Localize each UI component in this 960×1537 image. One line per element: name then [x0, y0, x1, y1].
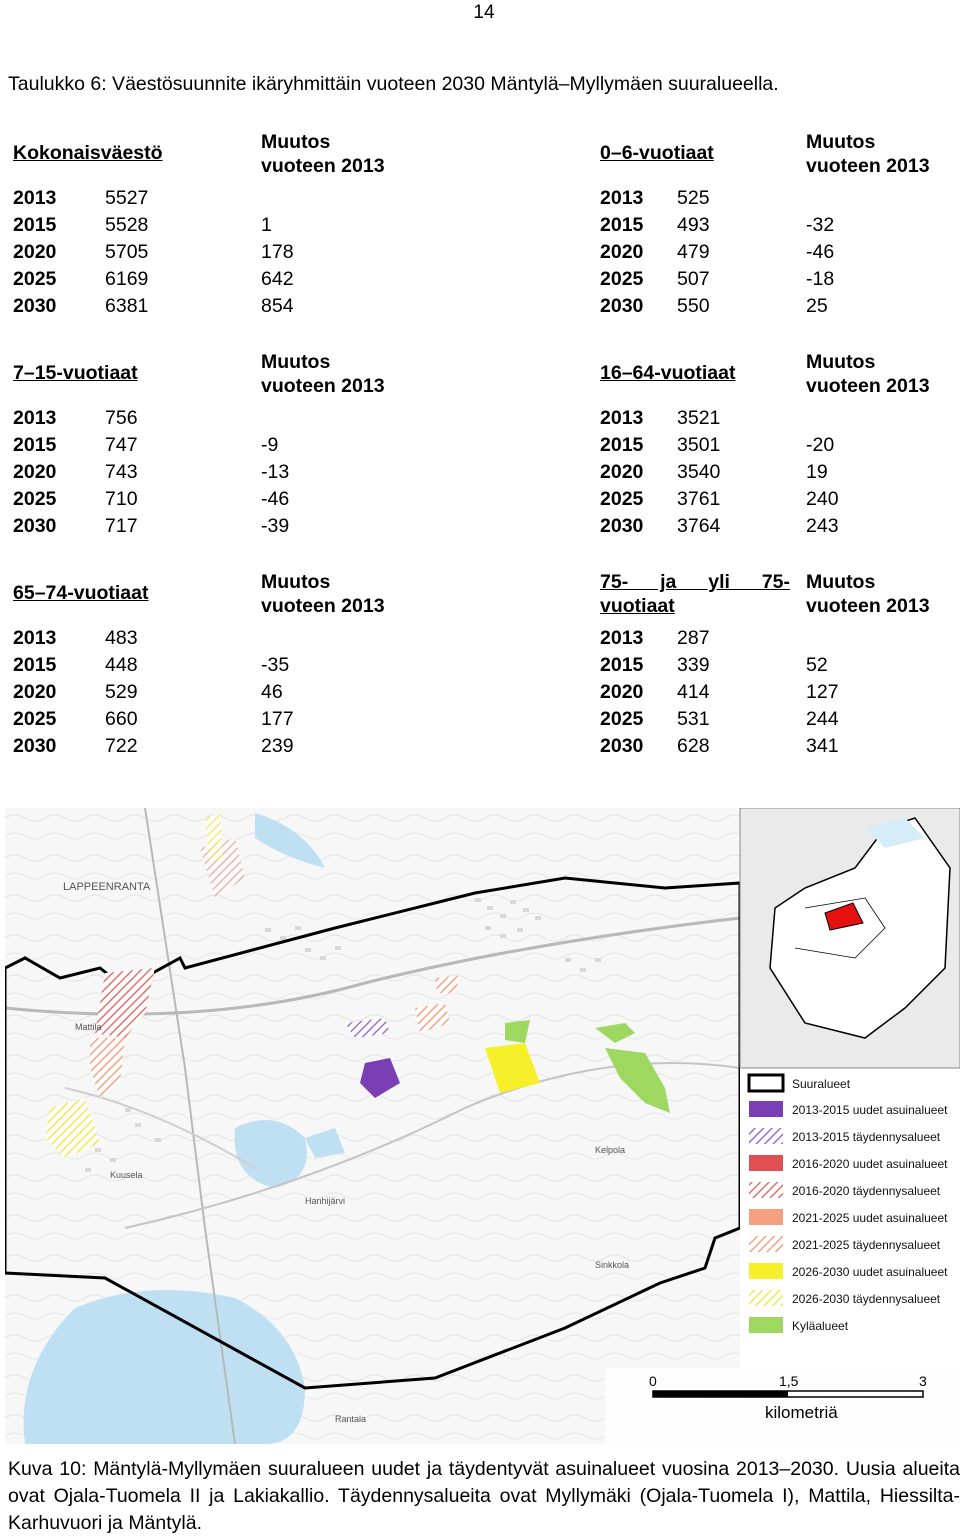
scale-tick-0: 0	[649, 1373, 657, 1389]
legend-label: 2026-2030 uudet asuinalueet	[792, 1265, 948, 1279]
map-svg	[5, 808, 960, 1444]
table-row: 2015 339 52	[600, 654, 828, 676]
legend-label: 2021-2025 täydennysalueet	[792, 1238, 941, 1252]
table-caption: Taulukko 6: Väestösuunnite ikäryhmittäin vuoteen 2030 Mäntylä–Myllymäen suuralueella.	[8, 73, 779, 95]
table-row: 2025 710 -46	[13, 488, 290, 510]
legend-swatch	[749, 1290, 783, 1306]
change-header: Muutos vuoteen 2013	[261, 131, 385, 177]
table-row: 2025 531 244	[600, 708, 839, 730]
page-number: 14	[473, 2, 495, 23]
legend-swatch	[749, 1263, 783, 1279]
figure-caption: Kuva 10: Mäntylä-Myllymäen suuralueen uudet ja täydentyvät asuinalueet vuosina 2013–2030. Uusia alueita ovat Ojala-Tuomela II ja Lakiakallio. Täydennysalueita ovat Myllymäki (Ojala-Tuomela I), Mattila, Hiessilta-Karhuvuori ja Mäntylä.	[8, 1458, 960, 1534]
table-row: 2020 3540 19	[600, 461, 828, 483]
table-row: 2025 507 -18	[600, 268, 835, 290]
legend-swatch	[749, 1155, 783, 1171]
table-row: 2013 287	[600, 627, 710, 649]
legend-swatch	[749, 1182, 783, 1198]
table-row: 2013 483	[13, 627, 138, 649]
table-row: 2015 493 -32	[600, 214, 835, 236]
legend-swatch	[749, 1209, 783, 1225]
table-row: 2020 414 127	[600, 681, 839, 703]
change-header: Muutos vuoteen 2013	[806, 351, 930, 397]
legend-label: 2016-2020 täydennysalueet	[792, 1184, 941, 1198]
legend-label: Kyläalueet	[792, 1319, 849, 1333]
table-row: 2015 747 -9	[13, 434, 279, 456]
table-title: 0–6-vuotiaat	[600, 142, 714, 164]
legend-label: 2016-2020 uudet asuinalueet	[792, 1157, 948, 1171]
table-row: 2020 529 46	[13, 681, 283, 703]
table-row: 2025 660 177	[13, 708, 294, 730]
legend-swatch-suuralueet	[749, 1075, 783, 1091]
change-header: Muutos vuoteen 2013	[261, 351, 385, 397]
table-row: 2013 525	[600, 187, 710, 209]
table-title: 65–74-vuotiaat	[13, 582, 149, 604]
area-map	[5, 808, 960, 1444]
table-row: 2015 5528 1	[13, 214, 272, 236]
table-row: 2030 717 -39	[13, 515, 290, 537]
table-row: 2013 3521	[600, 407, 721, 429]
label-mattila: Mattila	[75, 1022, 102, 1032]
legend-swatch	[749, 1128, 783, 1144]
table-title: 7–15-vuotiaat	[13, 362, 138, 384]
legend-label: 2013-2015 uudet asuinalueet	[792, 1103, 948, 1117]
scale-bar	[605, 1368, 960, 1444]
table-row: 2020 479 -46	[600, 241, 835, 263]
label-hanhijarvi: Hanhijärvi	[305, 1196, 346, 1206]
map-legend	[745, 1070, 960, 1368]
label-kelpola: Kelpola	[595, 1145, 626, 1155]
table-title: 75- ja yli 75- vuotiaat	[600, 571, 790, 617]
scale-tick-1: 1,5	[779, 1373, 799, 1389]
legend-swatch	[749, 1317, 783, 1333]
legend-label: 2013-2015 täydennysalueet	[792, 1130, 941, 1144]
change-header: Muutos vuoteen 2013	[806, 131, 930, 177]
label-lappeenranta: LAPPEENRANTA	[63, 881, 151, 893]
table-row: 2013 756	[13, 407, 138, 429]
table-row: 2013 5527	[13, 187, 149, 209]
table-row: 2030 550 25	[600, 295, 828, 317]
label-kuusela: Kuusela	[110, 1170, 143, 1180]
table-row: 2020 5705 178	[13, 241, 294, 263]
scale-unit: kilometriä	[765, 1403, 838, 1422]
legend-label: 2021-2025 uudet asuinalueet	[792, 1211, 948, 1225]
change-header: Muutos vuoteen 2013	[261, 571, 385, 617]
label-rantala: Rantala	[335, 1414, 367, 1424]
legend-label: 2026-2030 täydennysalueet	[792, 1292, 941, 1306]
table-row: 2030 628 341	[600, 735, 839, 757]
table-row: 2030 6381 854	[13, 295, 294, 317]
legend-swatch	[749, 1101, 783, 1117]
table-row: 2015 3501 -20	[600, 434, 835, 456]
table-row: 2025 6169 642	[13, 268, 294, 290]
legend-swatch	[749, 1236, 783, 1252]
table-title: 16–64-vuotiaat	[600, 362, 736, 384]
table-title: Kokonaisväestö	[13, 142, 163, 164]
table-row: 2020 743 -13	[13, 461, 290, 483]
label-sinkkola: Sinkkola	[595, 1260, 630, 1270]
legend-label: Suuralueet	[792, 1077, 851, 1091]
scale-tick-2: 3	[919, 1373, 927, 1389]
table-row: 2030 3764 243	[600, 515, 839, 537]
table-row: 2030 722 239	[13, 735, 294, 757]
table-row: 2015 448 -35	[13, 654, 290, 676]
table-row: 2025 3761 240	[600, 488, 839, 510]
change-header: Muutos vuoteen 2013	[806, 571, 930, 617]
